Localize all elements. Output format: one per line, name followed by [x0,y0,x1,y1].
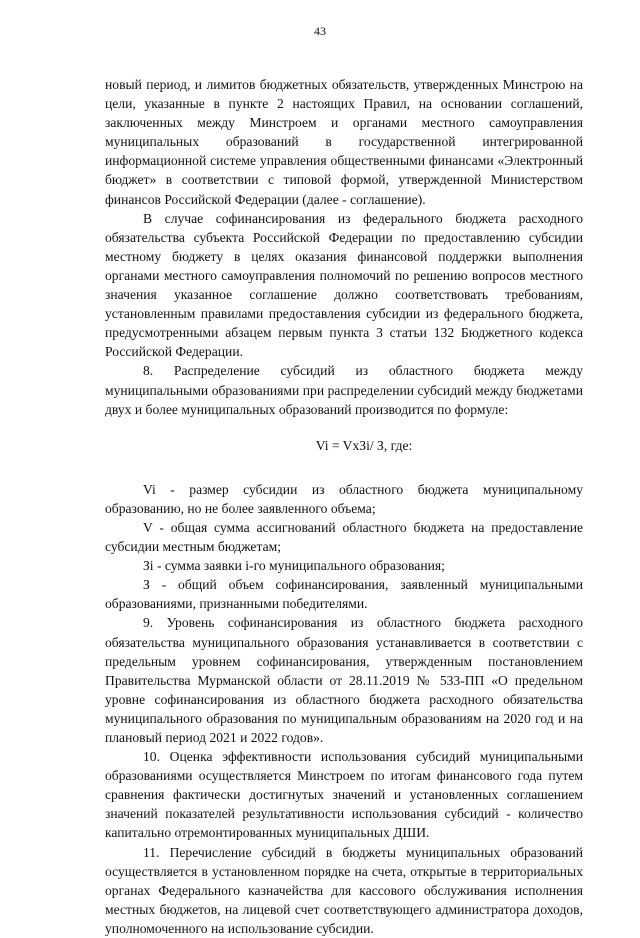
paragraph-cofinancing: В случае софинансирования из федерального бюджета расходного обязательства субъекта Российской Федерации по предоставлению субсидии местному бюджету в целях оказания финансовой поддержки выполнения органами местного самоуправления полномочий по решению вопросов местного значения указанное соглашение должно соответствовать требованиям, установленным правилами предоставления субсидии из федерального бюджета, предусмотренными абзацем первым пункта 3 статьи 132 Бюджетного кодекса Российской Федерации. [105,210,583,360]
page-number: 43 [314,24,326,38]
paragraph-continuation: новый период, и лимитов бюджетных обязательств, утвержденных Минстрою на цели, указанные в пункте 2 настоящих Правил, на основании соглашений, заключенных между Минстроем и органами местного самоуправления муниципальных образований в государственной интегрированной информационной системе управления общественными финансами «Электронный бюджет» в соответствии с типовой формой, утвержденной Министерством финансов Российской Федерации (далее - соглашение). [105,77,583,207]
formula: Vi = VхЗi/ З, где: [315,437,413,453]
definition-z: З - общий объем софинансирования, заявленный муниципальными образованиями, признанными победителями. [105,577,583,612]
paragraph-item-11: 11. Перечисление субсидий в бюджеты муниципальных образований осуществляется в установленном порядке на счета, открытые в территориальных органах Федерального казначейства для кассового обслуживания исполнения местных бюджетов, на лицевой счет соответствующего администратора доходов, уполномоченного на использование субсидии. [105,844,583,936]
definition-vi: Vi - размер субсидии из областного бюджета муниципальному образованию, но не более заявленного объема; [105,481,583,516]
paragraph-item-9: 9. Уровень софинансирования из областного бюджета расходного обязательства муниципального образования устанавливается в соответствии с предельным уровнем софинансирования, утвержденным постановлением Правительства Мурманской области от 28.11.2019 № 533-ПП «О предельном уровне софинансирования из областного бюджета расходного обязательства муниципального образования по муниципальным образованиям на 2020 год и на плановый период 2021 и 2022 годов». [105,615,583,745]
paragraph-item-10: 10. Оценка эффективности использования субсидий муниципальными образованиями осуществляется Минстроем по итогам финансового года путем сравнения фактически достигнутых значений и установленных соглашением значений показателей результативности использования субсидий - количество капитально отремонтированных муниципальных ДШИ. [105,749,583,841]
definition-v: V - общая сумма ассигнований областного бюджета на предоставление субсидии местным бюджетам; [105,519,583,555]
paragraph-item-8: 8. Распределение субсидий из областного бюджета между муниципальными образованиями при распределении субсидий между бюджетами двух и более муниципальных образований производится по формуле: [105,363,583,417]
document-body [105,75,583,938]
definition-zi: Зi - сумма заявки i-го муниципального образования; [143,558,445,574]
